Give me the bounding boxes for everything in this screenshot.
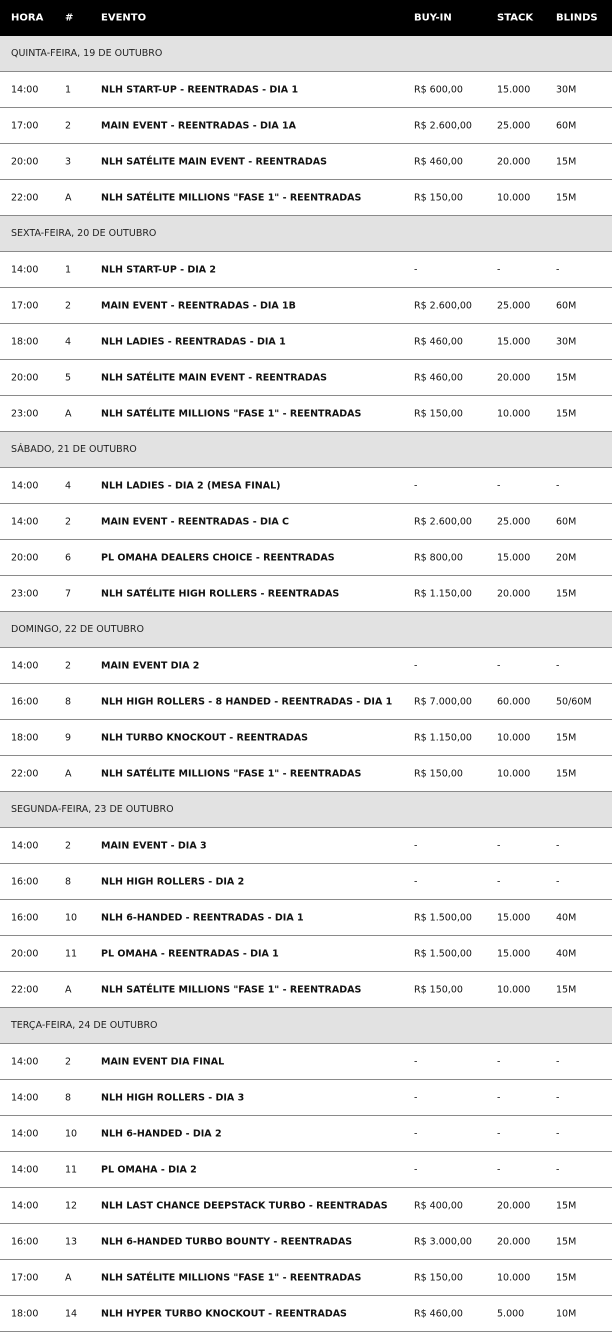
table-row <box>0 324 612 360</box>
day-label: SEGUNDA-FEIRA, 23 DE OUTUBRO <box>11 804 174 815</box>
table-row <box>0 72 612 108</box>
table-header <box>0 0 612 36</box>
cell-evento: NLH START-UP - DIA 2 <box>101 264 217 275</box>
cell-hora: 20:00 <box>11 372 39 383</box>
cell-buyin: R$ 3.000,00 <box>414 1236 472 1247</box>
cell-buyin: R$ 150,00 <box>414 408 463 419</box>
table-body <box>0 36 612 1332</box>
cell-stack: - <box>497 480 501 491</box>
cell-buyin: R$ 7.000,00 <box>414 696 472 707</box>
cell-hora: 14:00 <box>11 1128 39 1139</box>
cell-stack: - <box>497 660 501 671</box>
cell-blinds: - <box>556 840 560 851</box>
cell-evento: NLH HIGH ROLLERS - DIA 2 <box>101 876 245 887</box>
cell-stack: 20.000 <box>497 156 531 167</box>
cell-num: 11 <box>65 948 78 959</box>
cell-num: A <box>65 768 72 779</box>
cell-blinds: - <box>556 480 560 491</box>
cell-num: 14 <box>65 1308 78 1319</box>
cell-stack: 20.000 <box>497 588 531 599</box>
cell-buyin: R$ 460,00 <box>414 336 463 347</box>
cell-evento: NLH HYPER TURBO KNOCKOUT - REENTRADAS <box>101 1308 347 1319</box>
cell-evento: NLH 6-HANDED TURBO BOUNTY - REENTRADAS <box>101 1236 353 1247</box>
cell-evento: NLH LADIES - REENTRADAS - DIA 1 <box>101 336 286 347</box>
day-header <box>0 792 612 828</box>
cell-stack: - <box>497 1164 501 1175</box>
cell-num: A <box>65 408 72 419</box>
cell-evento: NLH SATÉLITE MAIN EVENT - REENTRADAS <box>101 156 327 167</box>
table-row <box>0 288 612 324</box>
cell-num: 2 <box>65 660 72 671</box>
cell-stack: 10.000 <box>497 192 531 203</box>
cell-stack: 25.000 <box>497 516 531 527</box>
cell-buyin: R$ 150,00 <box>414 768 463 779</box>
cell-num: 2 <box>65 840 72 851</box>
table-row <box>0 648 612 684</box>
table-row <box>0 864 612 900</box>
day-header <box>0 612 612 648</box>
table-row <box>0 1296 612 1332</box>
cell-blinds: - <box>556 1164 560 1175</box>
cell-stack: 15.000 <box>497 84 531 95</box>
cell-buyin: R$ 1.500,00 <box>414 912 472 923</box>
cell-blinds: 60M <box>556 516 577 527</box>
cell-stack: - <box>497 264 501 275</box>
cell-stack: 5.000 <box>497 1308 525 1319</box>
cell-hora: 14:00 <box>11 516 39 527</box>
cell-buyin: - <box>414 660 418 671</box>
cell-hora: 20:00 <box>11 948 39 959</box>
cell-blinds: 30M <box>556 336 577 347</box>
day-label: QUINTA-FEIRA, 19 DE OUTUBRO <box>11 48 163 59</box>
cell-evento: NLH HIGH ROLLERS - 8 HANDED - REENTRADAS - DIA 1 <box>101 696 393 707</box>
cell-hora: 22:00 <box>11 768 39 779</box>
cell-buyin: - <box>414 1056 418 1067</box>
table-row <box>0 1188 612 1224</box>
cell-blinds: 15M <box>556 408 577 419</box>
cell-stack: 10.000 <box>497 732 531 743</box>
cell-blinds: - <box>556 1128 560 1139</box>
cell-hora: 22:00 <box>11 984 39 995</box>
cell-stack: 10.000 <box>497 1272 531 1283</box>
cell-evento: NLH SATÉLITE MILLIONS "FASE 1" - REENTRADAS <box>101 768 362 779</box>
cell-hora: 23:00 <box>11 588 39 599</box>
cell-evento: MAIN EVENT DIA 2 <box>101 660 200 671</box>
cell-blinds: 15M <box>556 768 577 779</box>
day-label: SÁBADO, 21 DE OUTUBRO <box>11 444 137 455</box>
day-label: DOMINGO, 22 DE OUTUBRO <box>11 624 145 635</box>
cell-num: 8 <box>65 1092 72 1103</box>
cell-evento: NLH SATÉLITE MILLIONS "FASE 1" - REENTRADAS <box>101 192 362 203</box>
cell-buyin: R$ 400,00 <box>414 1200 463 1211</box>
cell-hora: 14:00 <box>11 1164 39 1175</box>
table-row <box>0 1044 612 1080</box>
cell-num: 11 <box>65 1164 78 1175</box>
table-row <box>0 900 612 936</box>
cell-buyin: R$ 600,00 <box>414 84 463 95</box>
cell-buyin: - <box>414 1128 418 1139</box>
cell-buyin: - <box>414 1092 418 1103</box>
table-row <box>0 360 612 396</box>
cell-buyin: R$ 1.150,00 <box>414 732 472 743</box>
cell-evento: NLH HIGH ROLLERS - DIA 3 <box>101 1092 245 1103</box>
cell-blinds: 15M <box>556 732 577 743</box>
cell-blinds: 40M <box>556 948 577 959</box>
cell-stack: - <box>497 1092 501 1103</box>
cell-buyin: R$ 460,00 <box>414 156 463 167</box>
table-row <box>0 1080 612 1116</box>
cell-blinds: - <box>556 1092 560 1103</box>
cell-stack: 10.000 <box>497 984 531 995</box>
cell-blinds: - <box>556 876 560 887</box>
day-header <box>0 36 612 72</box>
cell-blinds: - <box>556 264 560 275</box>
table-row <box>0 1224 612 1260</box>
cell-evento: NLH SATÉLITE HIGH ROLLERS - REENTRADAS <box>101 588 340 599</box>
cell-blinds: 50/60M <box>556 696 592 707</box>
cell-num: 2 <box>65 1056 72 1067</box>
cell-buyin: R$ 150,00 <box>414 1272 463 1283</box>
cell-evento: NLH START-UP - REENTRADAS - DIA 1 <box>101 84 299 95</box>
cell-num: 1 <box>65 84 72 95</box>
cell-blinds: 15M <box>556 156 577 167</box>
cell-blinds: 20M <box>556 552 577 563</box>
cell-num: 2 <box>65 300 72 311</box>
cell-evento: PL OMAHA - DIA 2 <box>101 1164 197 1175</box>
table-row <box>0 684 612 720</box>
cell-buyin: R$ 2.600,00 <box>414 516 472 527</box>
cell-buyin: R$ 2.600,00 <box>414 120 472 131</box>
table-row <box>0 576 612 612</box>
header-buyin: BUY-IN <box>414 12 452 24</box>
header-blinds: BLINDS <box>556 12 598 24</box>
table-row <box>0 468 612 504</box>
cell-stack: 60.000 <box>497 696 531 707</box>
cell-buyin: R$ 150,00 <box>414 192 463 203</box>
cell-num: A <box>65 192 72 203</box>
cell-num: 1 <box>65 264 72 275</box>
cell-buyin: - <box>414 264 418 275</box>
cell-blinds: 15M <box>556 1272 577 1283</box>
cell-buyin: R$ 150,00 <box>414 984 463 995</box>
table-row <box>0 144 612 180</box>
cell-buyin: R$ 2.600,00 <box>414 300 472 311</box>
cell-hora: 20:00 <box>11 156 39 167</box>
table-row <box>0 1116 612 1152</box>
table-row <box>0 972 612 1008</box>
header-num: # <box>65 12 74 24</box>
cell-blinds: 15M <box>556 984 577 995</box>
table-row <box>0 252 612 288</box>
cell-evento: NLH SATÉLITE MILLIONS "FASE 1" - REENTRADAS <box>101 1272 362 1283</box>
cell-stack: 15.000 <box>497 912 531 923</box>
cell-num: 4 <box>65 336 72 347</box>
cell-evento: NLH SATÉLITE MILLIONS "FASE 1" - REENTRADAS <box>101 408 362 419</box>
cell-blinds: 40M <box>556 912 577 923</box>
cell-buyin: R$ 1.150,00 <box>414 588 472 599</box>
header-stack: STACK <box>497 12 534 24</box>
cell-hora: 14:00 <box>11 1056 39 1067</box>
cell-hora: 14:00 <box>11 840 39 851</box>
cell-evento: MAIN EVENT - REENTRADAS - DIA 1B <box>101 300 296 311</box>
cell-evento: NLH LADIES - DIA 2 (MESA FINAL) <box>101 480 281 491</box>
cell-blinds: - <box>556 1056 560 1067</box>
cell-stack: 15.000 <box>497 948 531 959</box>
cell-hora: 14:00 <box>11 264 39 275</box>
cell-stack: 15.000 <box>497 552 531 563</box>
table-row <box>0 1152 612 1188</box>
header-evento: EVENTO <box>101 12 147 24</box>
cell-evento: PL OMAHA DEALERS CHOICE - REENTRADAS <box>101 552 335 563</box>
cell-blinds: 15M <box>556 192 577 203</box>
cell-stack: 25.000 <box>497 120 531 131</box>
cell-hora: 16:00 <box>11 696 39 707</box>
cell-num: 12 <box>65 1200 78 1211</box>
cell-num: 8 <box>65 876 72 887</box>
day-header <box>0 216 612 252</box>
cell-hora: 16:00 <box>11 1236 39 1247</box>
cell-stack: 15.000 <box>497 336 531 347</box>
cell-num: A <box>65 984 72 995</box>
cell-evento: NLH 6-HANDED - DIA 2 <box>101 1128 222 1139</box>
cell-num: 13 <box>65 1236 78 1247</box>
cell-blinds: 15M <box>556 1200 577 1211</box>
cell-blinds: 10M <box>556 1308 577 1319</box>
cell-blinds: 30M <box>556 84 577 95</box>
cell-hora: 20:00 <box>11 552 39 563</box>
day-header <box>0 432 612 468</box>
cell-buyin: - <box>414 480 418 491</box>
cell-num: 5 <box>65 372 72 383</box>
cell-num: 7 <box>65 588 72 599</box>
cell-hora: 14:00 <box>11 480 39 491</box>
cell-stack: 20.000 <box>497 372 531 383</box>
cell-evento: NLH LAST CHANCE DEEPSTACK TURBO - REENTRADAS <box>101 1200 388 1211</box>
cell-num: 6 <box>65 552 72 563</box>
cell-stack: - <box>497 1128 501 1139</box>
cell-stack: 10.000 <box>497 768 531 779</box>
cell-hora: 16:00 <box>11 912 39 923</box>
cell-stack: - <box>497 1056 501 1067</box>
cell-stack: 10.000 <box>497 408 531 419</box>
cell-blinds: 60M <box>556 120 577 131</box>
day-label: TERÇA-FEIRA, 24 DE OUTUBRO <box>11 1020 158 1031</box>
cell-evento: MAIN EVENT DIA FINAL <box>101 1056 225 1067</box>
day-header <box>0 1008 612 1044</box>
cell-stack: - <box>497 840 501 851</box>
cell-hora: 17:00 <box>11 300 39 311</box>
cell-hora: 14:00 <box>11 1200 39 1211</box>
cell-hora: 14:00 <box>11 1092 39 1103</box>
cell-hora: 18:00 <box>11 1308 39 1319</box>
cell-buyin: R$ 460,00 <box>414 1308 463 1319</box>
cell-hora: 14:00 <box>11 660 39 671</box>
cell-buyin: - <box>414 840 418 851</box>
cell-stack: - <box>497 876 501 887</box>
cell-buyin: R$ 800,00 <box>414 552 463 563</box>
table-row <box>0 720 612 756</box>
cell-num: 2 <box>65 516 72 527</box>
table-row <box>0 504 612 540</box>
cell-hora: 18:00 <box>11 336 39 347</box>
cell-hora: 23:00 <box>11 408 39 419</box>
cell-buyin: R$ 460,00 <box>414 372 463 383</box>
table-row <box>0 108 612 144</box>
cell-buyin: - <box>414 1164 418 1175</box>
cell-blinds: - <box>556 660 560 671</box>
cell-buyin: R$ 1.500,00 <box>414 948 472 959</box>
cell-stack: 20.000 <box>497 1236 531 1247</box>
day-label: SEXTA-FEIRA, 20 DE OUTUBRO <box>11 228 157 239</box>
cell-evento: MAIN EVENT - DIA 3 <box>101 840 207 851</box>
cell-evento: NLH TURBO KNOCKOUT - REENTRADAS <box>101 732 308 743</box>
cell-blinds: 15M <box>556 588 577 599</box>
cell-blinds: 15M <box>556 1236 577 1247</box>
cell-evento: MAIN EVENT - REENTRADAS - DIA 1A <box>101 120 296 131</box>
cell-num: 8 <box>65 696 72 707</box>
cell-num: 9 <box>65 732 72 743</box>
table-row <box>0 936 612 972</box>
cell-stack: 25.000 <box>497 300 531 311</box>
cell-hora: 17:00 <box>11 1272 39 1283</box>
cell-evento: NLH 6-HANDED - REENTRADAS - DIA 1 <box>101 912 304 923</box>
table-row <box>0 540 612 576</box>
table-row <box>0 396 612 432</box>
cell-num: 10 <box>65 912 78 923</box>
table-row <box>0 756 612 792</box>
header-hora: HORA <box>11 12 44 24</box>
cell-evento: NLH SATÉLITE MILLIONS "FASE 1" - REENTRADAS <box>101 984 362 995</box>
cell-num: A <box>65 1272 72 1283</box>
table-row <box>0 828 612 864</box>
table-row <box>0 180 612 216</box>
cell-blinds: 60M <box>556 300 577 311</box>
cell-evento: MAIN EVENT - REENTRADAS - DIA C <box>101 516 290 527</box>
cell-num: 10 <box>65 1128 78 1139</box>
cell-hora: 17:00 <box>11 120 39 131</box>
cell-num: 4 <box>65 480 72 491</box>
cell-num: 2 <box>65 120 72 131</box>
table-row <box>0 1260 612 1296</box>
cell-evento: NLH SATÉLITE MAIN EVENT - REENTRADAS <box>101 372 327 383</box>
cell-hora: 18:00 <box>11 732 39 743</box>
cell-stack: 20.000 <box>497 1200 531 1211</box>
cell-hora: 16:00 <box>11 876 39 887</box>
cell-blinds: 15M <box>556 372 577 383</box>
cell-hora: 14:00 <box>11 84 39 95</box>
cell-num: 3 <box>65 156 72 167</box>
cell-hora: 22:00 <box>11 192 39 203</box>
cell-buyin: - <box>414 876 418 887</box>
cell-evento: PL OMAHA - REENTRADAS - DIA 1 <box>101 948 279 959</box>
